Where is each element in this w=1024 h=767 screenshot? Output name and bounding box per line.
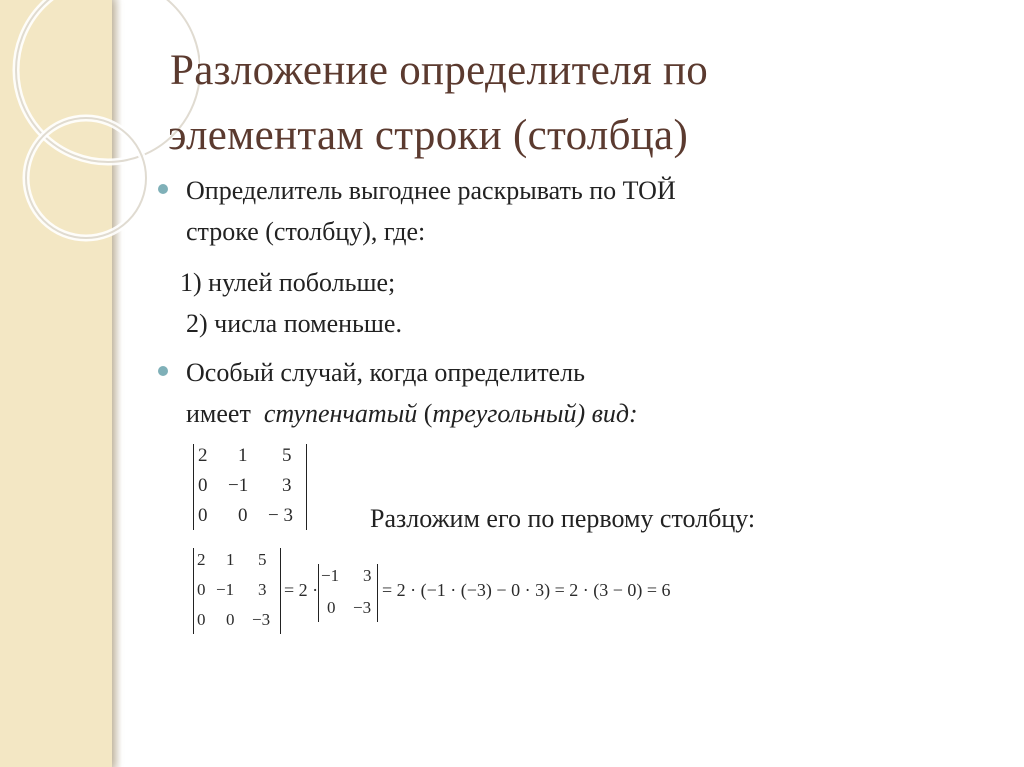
matrix-cell: −3 bbox=[252, 610, 271, 629]
matrix-cell: 0 bbox=[327, 598, 336, 617]
bullet-2-italic-1: ступенчатый bbox=[263, 399, 418, 428]
bullet-dot bbox=[158, 184, 168, 194]
matrix-cell: 0 bbox=[197, 610, 206, 629]
bullet-1-line-2: строке (столбцу), где: bbox=[186, 217, 426, 246]
bullet-2-paren: ( bbox=[423, 399, 433, 428]
title-line-2: элементам строки (столбца) bbox=[168, 112, 689, 159]
bullet-dot bbox=[158, 366, 168, 376]
matrix-cell: −1 bbox=[216, 580, 235, 599]
bullet-2-line-2 bbox=[186, 393, 638, 434]
matrix-cell: −1 bbox=[228, 475, 249, 496]
matrix-cell: −1 bbox=[321, 566, 340, 585]
matrix-cell: 5 bbox=[258, 550, 267, 569]
matrix-cell: 5 bbox=[282, 445, 292, 466]
determinant-matrix-2 bbox=[193, 548, 281, 634]
condition-2: 2) числа поменьше. bbox=[186, 309, 402, 338]
matrix-cell: 0 bbox=[238, 505, 248, 526]
equation-part-1: = 2 · bbox=[284, 580, 319, 600]
matrix-cell: −3 bbox=[353, 598, 372, 617]
bullet-2-prefix: имеет bbox=[186, 399, 251, 428]
matrix-cell: 3 bbox=[258, 580, 267, 599]
expansion-text: Разложим его по первому столбцу: bbox=[370, 504, 756, 533]
matrix-cell: 1 bbox=[226, 550, 235, 569]
matrix-cell: − 3 bbox=[268, 505, 293, 526]
bullet-1-line-1: Определитель выгоднее раскрывать по ТОЙ bbox=[186, 176, 676, 205]
matrix-cell: 1 bbox=[238, 445, 248, 466]
minor-matrix bbox=[318, 564, 378, 622]
title-line-1: Разложение определителя по bbox=[170, 47, 709, 94]
determinant-matrix bbox=[193, 444, 307, 530]
matrix-cell: 0 bbox=[197, 580, 206, 599]
bullet-2-italic-2: треугольный) вид: bbox=[432, 399, 638, 428]
slide-title bbox=[170, 38, 930, 168]
bullet-2-line-1: Особый случай, когда определитель bbox=[186, 358, 585, 387]
condition-1: 1) нулей побольше; bbox=[180, 268, 396, 297]
matrix-cell: 2 bbox=[198, 445, 208, 466]
matrix-cell: 2 bbox=[197, 550, 206, 569]
matrix-cell: 3 bbox=[282, 475, 292, 496]
matrix-cell: 0 bbox=[198, 505, 208, 526]
bullet-2 bbox=[186, 352, 638, 434]
matrix-cell: 0 bbox=[198, 475, 208, 496]
matrix-cell: 3 bbox=[363, 566, 372, 585]
bullet-1 bbox=[186, 170, 676, 252]
equation-part-2: = 2 · (−1 · (−3) − 0 · 3) = 2 · (3 − 0) = 6 bbox=[382, 580, 671, 600]
matrix-cell: 0 bbox=[226, 610, 235, 629]
